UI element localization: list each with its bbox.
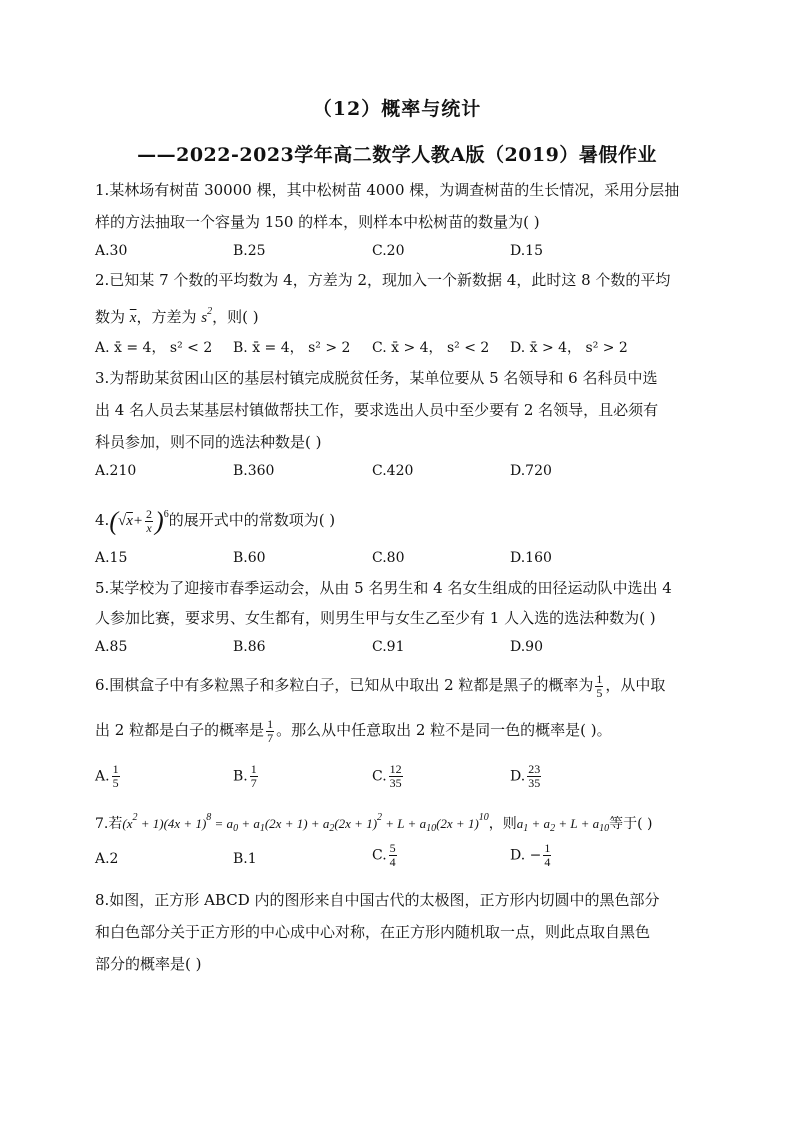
- q4-line: [95, 500, 705, 537]
- q6-option-b: B. $\frac{1}{7}$: [233, 762, 257, 790]
- q8-line1: 8.如图，正方形 ABCD 内的图形来自中国古代的太极图，正方形内切圆中的黑色部分: [95, 891, 660, 909]
- q4-text: 的展开式中的常数项为( ): [168, 511, 336, 529]
- q7-pre: 7.若: [95, 816, 123, 832]
- q2-option-a: A. x̄ = 4， s² < 2: [95, 340, 213, 356]
- q2-line2: [95, 302, 705, 328]
- binomial-expression: (√x+ $\frac{2}{x}$ )$^6$: [109, 506, 169, 536]
- q7-post: 等于( ): [609, 816, 653, 832]
- q2-option-b: B. x̄ = 4， s² > 2: [233, 340, 351, 356]
- q2-line2-pre: 数为: [95, 308, 126, 326]
- q6-line2: [95, 717, 705, 745]
- q4-option-d: D.160: [510, 550, 552, 566]
- q7-option-a: A.2: [95, 851, 119, 867]
- q1-option-d: D.15: [510, 243, 543, 259]
- q1-line1: 1.某林场有树苗 30000 棵，其中松树苗 4000 棵，为调查树苗的生长情况，采用分层抽: [95, 181, 680, 199]
- q7-option-b: B.1: [233, 851, 257, 867]
- q1-option-c: C.20: [372, 243, 405, 259]
- q5-line1: 5.某学校为了迎接市春季运动会，从由 5 名男生和 4 名女生组成的田径运动队中选出 4: [95, 579, 672, 597]
- page-title: （12）概率与统计: [312, 98, 482, 120]
- q6-line2-pre: 出 2 粒都是白子的概率是: [95, 721, 265, 739]
- q2-line1: 2.已知某 7 个数的平均数为 4，方差为 2，现加入一个新数据 4，此时这 8 个数的平均: [95, 271, 671, 289]
- q3-option-d: D.720: [510, 463, 552, 479]
- q7-option-c-label: C.: [372, 847, 387, 864]
- q1-line2: 样的方法抽取一个容量为 150 的样本，则样本中松树苗的数量为( ): [95, 213, 540, 231]
- q6-option-d-label: D.: [510, 768, 526, 785]
- q8-line2: 和白色部分关于正方形的中心成中心对称，在正方形内随机取一点，则此点取自黑色: [95, 923, 651, 941]
- q7-option-d: D. − $\frac{1}{4}$: [510, 841, 551, 869]
- q6-line1-pre: 6.围棋盒子中有多粒黑子和多粒白子，已知从中取出 2 粒都是黑子的概率为: [95, 676, 594, 694]
- q1-option-a: A.30: [95, 243, 128, 259]
- q5-option-b: B.86: [233, 639, 266, 655]
- q2-option-c: C. x̄ > 4， s² < 2: [372, 340, 490, 356]
- q3-option-b: B.360: [233, 463, 275, 479]
- q1-option-b: B.25: [233, 243, 266, 259]
- variance-symbol: $s^2$: [201, 306, 213, 326]
- q3-line3: 科员参加，则不同的选法种数是( ): [95, 433, 322, 451]
- q2-option-d: D. x̄ > 4， s² > 2: [510, 340, 628, 356]
- q6-line1: [95, 672, 705, 700]
- q6-option-c-label: C.: [372, 768, 387, 785]
- q6-option-a-label: A.: [95, 768, 110, 785]
- q7-option-c: C. $\frac{5}{4}$: [372, 841, 396, 869]
- q5-option-d: D.90: [510, 639, 543, 655]
- q7-line: [95, 808, 705, 839]
- fraction-1-7: $\frac{1}{7}$: [267, 716, 274, 745]
- q4-option-c: C.80: [372, 550, 405, 566]
- q2-line2-mid: ，方差为: [136, 308, 197, 326]
- q7-equation: $(x^2 + 1)(4x + 1)^8 = a_0 + a_1(2x + 1) + a_2(2x + 1)^2 + L + a_{10}(2x + 1)^{10}$: [122, 812, 489, 834]
- q3-line1: 3.为帮助某贫困山区的基层村镇完成脱贫任务，某单位要从 5 名领导和 6 名科员中选: [95, 369, 658, 387]
- q6-option-a: A. $\frac{1}{5}$: [95, 762, 119, 790]
- q5-option-a: A.85: [95, 639, 128, 655]
- q6-line1-post: ，从中取: [605, 676, 666, 694]
- q7-mid: ，则: [488, 816, 517, 832]
- page-subtitle: ——2022-2023学年高二数学人教A版（2019）暑假作业: [137, 144, 657, 166]
- q3-option-a: A.210: [95, 463, 137, 479]
- q6-option-b-label: B.: [233, 768, 248, 785]
- q3-option-c: C.420: [372, 463, 414, 479]
- q6-line2-post: 。那么从中任意取出 2 粒不是同一色的概率是( )。: [276, 721, 612, 739]
- q6-option-c: C. $\frac{12}{35}$: [372, 762, 402, 790]
- q6-option-d: D. $\frac{23}{35}$: [510, 762, 541, 790]
- q4-option-a: A.15: [95, 550, 128, 566]
- q4-number: 4.: [95, 511, 110, 529]
- q5-option-c: C.91: [372, 639, 405, 655]
- q8-line3: 部分的概率是( ): [95, 955, 202, 973]
- q3-line2: 出 4 名人员去某基层村镇做帮扶工作，要求选出人员中至少要有 2 名领导，且必须有: [95, 401, 659, 419]
- q4-option-b: B.60: [233, 550, 266, 566]
- q2-line2-post: ，则( ): [212, 308, 259, 326]
- q7-option-d-label: D. −: [510, 847, 542, 864]
- mean-symbol: $\overline{x}$: [129, 310, 137, 326]
- fraction-1-5: $\frac{1}{5}$: [596, 671, 603, 700]
- q5-line2: 人参加比赛，要求男、女生都有，则男生甲与女生乙至少有 1 人入选的选法种数为( ): [95, 609, 656, 627]
- q7-sum-expression: $a_1 + a_2 + L + a_{10}$: [516, 816, 610, 834]
